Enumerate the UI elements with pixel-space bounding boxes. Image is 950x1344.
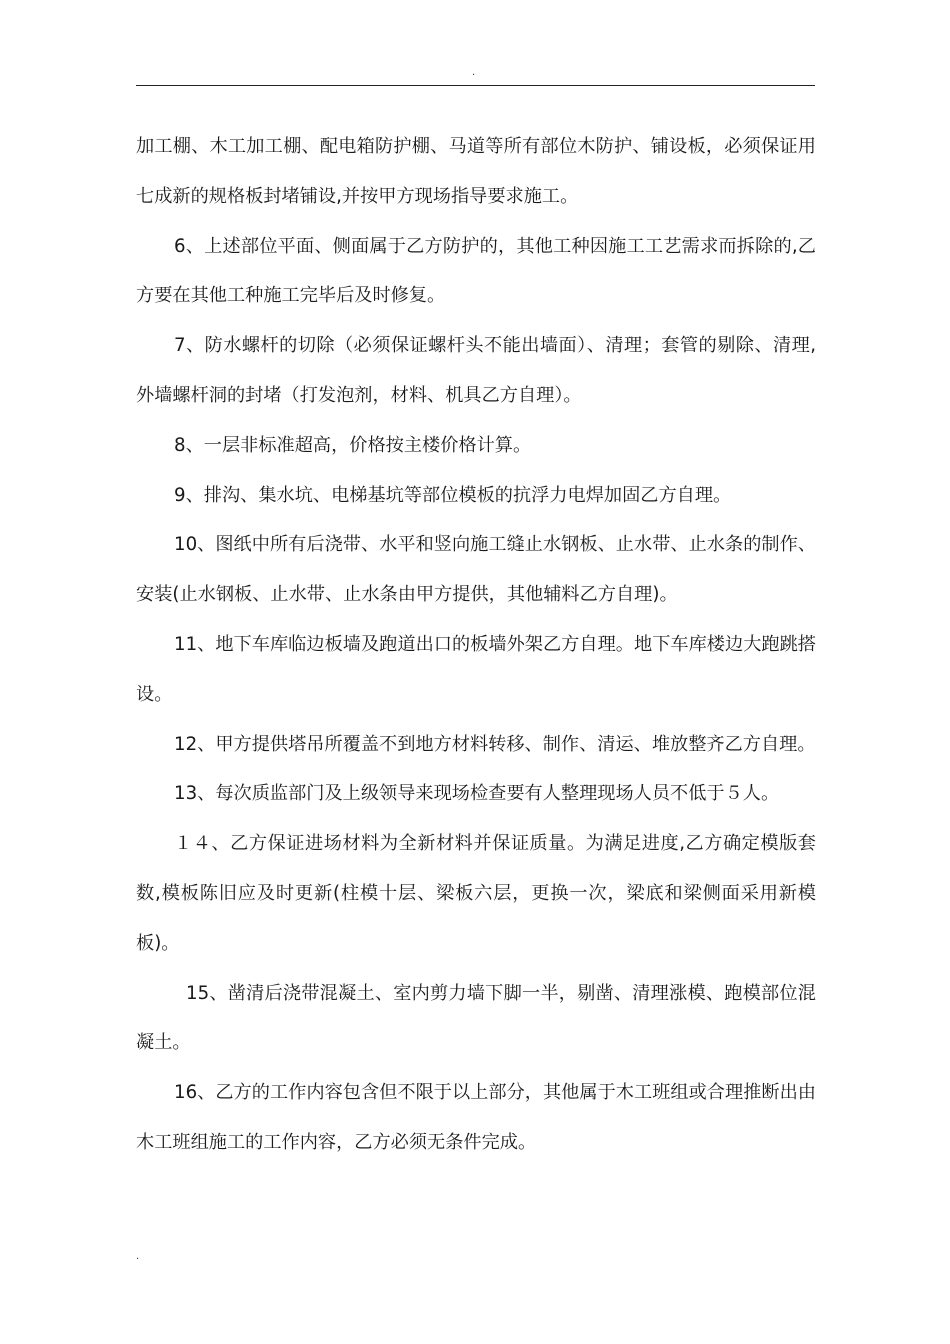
clause-8: 8、一层非标准超高，价格按主楼价格计算。 [174,434,532,456]
clause-9: 9、排沟、集水坑、电梯基坑等部位模板的抗浮力电焊加固乙方自理。 [174,484,732,506]
clause-12: 12、甲方提供塔吊所覆盖不到地方材料转移、制作、清运、堆放整齐乙方自理。 [174,733,816,755]
footer-mark: . [136,1251,140,1262]
clause-16: 16、乙方的工作内容包含但不限于以上部分，其他属于木工班组或合理推断出由木工班组施工的工作内容，乙方必须无条件完成。 [136,1082,816,1153]
header-mark: . [472,67,476,78]
clause-10: 10、图纸中所有后浇带、水平和竖向施工缝止水钢板、止水带、止水条的制作、安装(止水钢板、止水带、止水条由甲方提供，其他辅料乙方自理)。 [136,534,816,606]
clause-15: 15、凿清后浇带混凝土、室内剪力墙下脚一半，剔凿、清理涨模、跑模部位混凝土。 [136,982,816,1054]
document-body [136,122,816,1168]
paragraph-continuation: 加工棚、木工加工棚、配电箱防护棚、马道等所有部位木防护、铺设板，必须保证用七成新的规格板封堵铺设,并按甲方现场指导要求施工。 [136,136,816,207]
clause-11: 11、地下车库临边板墙及跑道出口的板墙外架乙方自理。地下车库楼边大跑跳搭设。 [136,633,816,705]
header-rule [136,85,815,86]
clause-14: １４、乙方保证进场材料为全新材料并保证质量。为满足进度,乙方确定模版套数,模板陈旧应及时更新(柱模十层、梁板六层，更换一次，梁底和梁侧面采用新模板)。 [136,833,816,954]
clause-6: 6、上述部位平面、侧面属于乙方防护的，其他工种因施工工艺需求而拆除的,乙方要在其他工种施工完毕后及时修复。 [136,235,816,307]
clause-13: 13、每次质监部门及上级领导来现场检查要有人整理现场人员不低于５人。 [174,783,780,805]
clause-7: 7、防水螺杆的切除（必须保证螺杆头不能出墙面）、清理；套管的剔除、清理,外墙螺杆洞的封堵（打发泡剂，材料、机具乙方自理）。 [136,335,816,406]
